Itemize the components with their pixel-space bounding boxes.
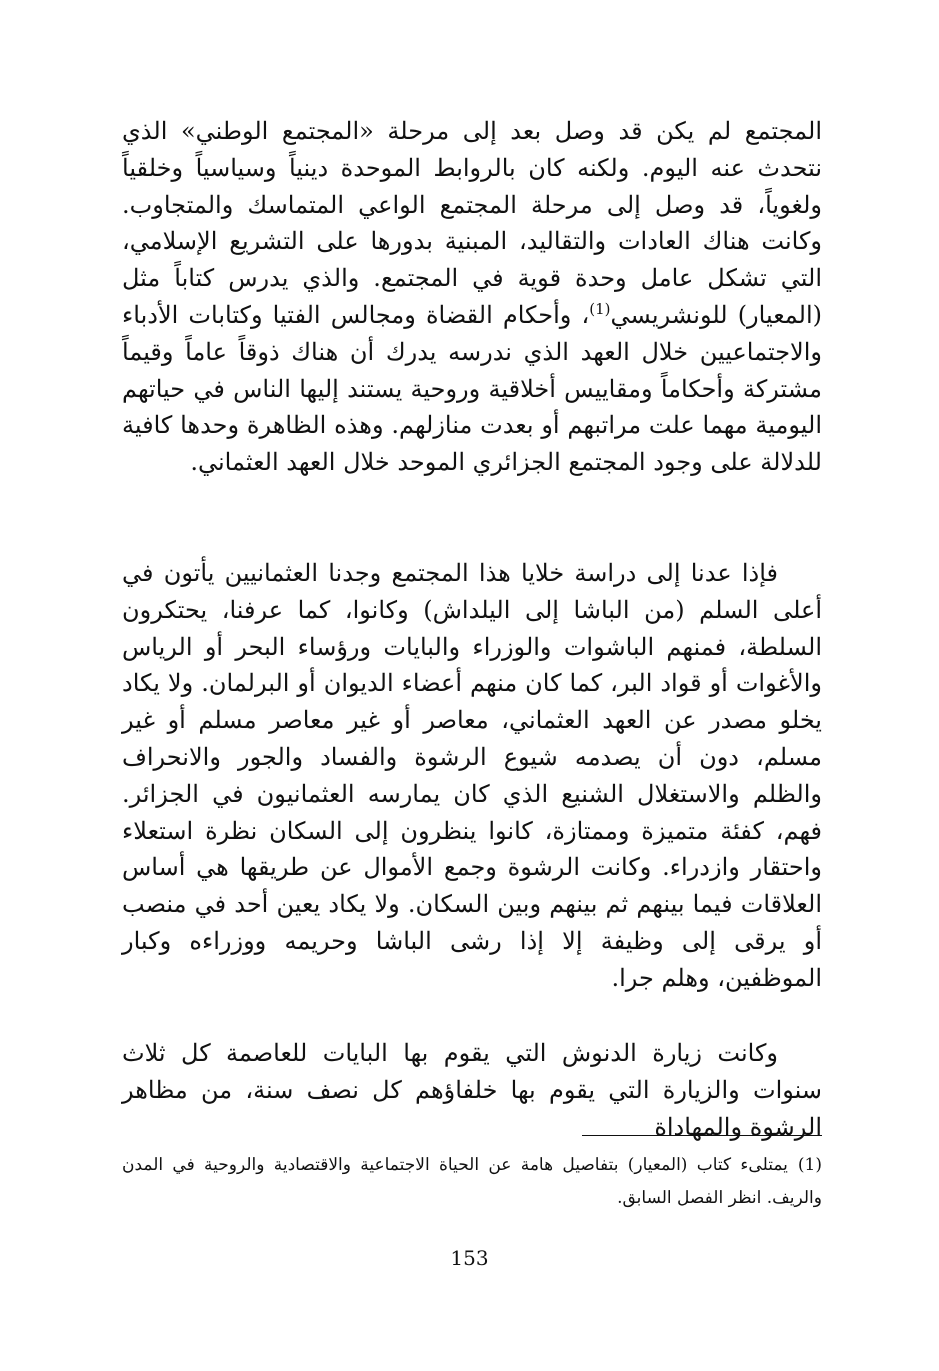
paragraph-2-text: فإذا عدنا إلى دراسة خلايا هذا المجتمع وجدنا العثمانيين يأتون في أعلى السلم (من الباشا إلى اليلداش) وكانوا، كما عرفنا، يحتكرون السلطة، فمنهم الباشوات والوزراء والبايات ورؤساء البحر أو الرياس والأغوات أو قواد البر، كما كان منهم أعضاء الديوان أو البرلمان. ولا يكاد يخلو مصدر عن العهد العثماني، معاصر أو غير معاصر مسلم أو غير مسلم، دون أن يصدمه شيوع الرشوة والفساد والجور والانحراف والظلم والاستغلال الشنيع الذي كان يمارسه العثمانيون في الجزائر. فهم، كفئة متميزة وممتازة، كانوا ينظرون إلى السكان نظرة استعلاء واحتقار وازدراء. وكانت الرشوة وجمع الأموال عن طريقها هي أساس العلاقات فيما بينهم ثم بينهم وبين السكان. ولا يكاد يعين أحد في منصب أو يرقى إلى وظيفة إلا إذا رشى الباشا وحريمه ووزراءه وكبار الموظفين، وهلم جرا. [122,559,822,992]
paragraph-1-text-start: المجتمع لم يكن قد وصل بعد إلى مرحلة «المجتمع الوطني» الذي نتحدث عنه اليوم. ولكنه كان بالروابط الموحدة دينياً وسياسياً وخلقياً ولغوياً، قد وصل إلى مرحلة المجتمع الواعي المتماسك والمتجاوب. وكانت هناك العادات والتقاليد، المبنية بدورها على التشريع الإسلامي، التي تشكل عامل وحدة قوية في المجتمع. والذي يدرس كتاباً مثل (المعيار) للونشريسي [122,117,823,329]
footnote-separator [582,1135,822,1136]
footnote-number: (1) [797,1155,822,1175]
paragraph-2 [122,555,822,997]
paragraph-3-text: وكانت زيارة الدنوش التي يقوم بها البايات للعاصمة كل ثلاث سنوات والزيارة التي يقوم بها خلفاؤهم كل نصف سنة، من مظاهر الرشوة والمهاداة [122,1039,822,1141]
paragraph-3 [122,1035,822,1145]
footnote-reference-1: (1) [589,299,611,318]
footnote-1 [122,1149,822,1215]
paragraph-1-text-end: ، وأحكام القضاة ومجالس الفتيا وكتابات الأدباء والاجتماعيين خلال العهد الذي ندرسه يدرك أن هناك ذوقاً عاماً وقيماً مشتركة وأحكاماً ومقاييس أخلاقية وروحية يستند إليها الناس في حياتهم اليومية مهما علت مراتبهم أو بعدت منازلهم. وهذه الظاهرة وحدها كافية للدلالة على وجود المجتمع الجزائري الموحد خلال العهد العثماني. [122,300,822,477]
footnote-text: يمتلىء كتاب (المعيار) بتفاصيل هامة عن الحياة الاجتماعية والاقتصادية والروحية في المدن والريف. انظر الفصل السابق. [122,1155,822,1208]
paragraph-1 [122,113,822,481]
page-number: 153 [450,1246,489,1270]
